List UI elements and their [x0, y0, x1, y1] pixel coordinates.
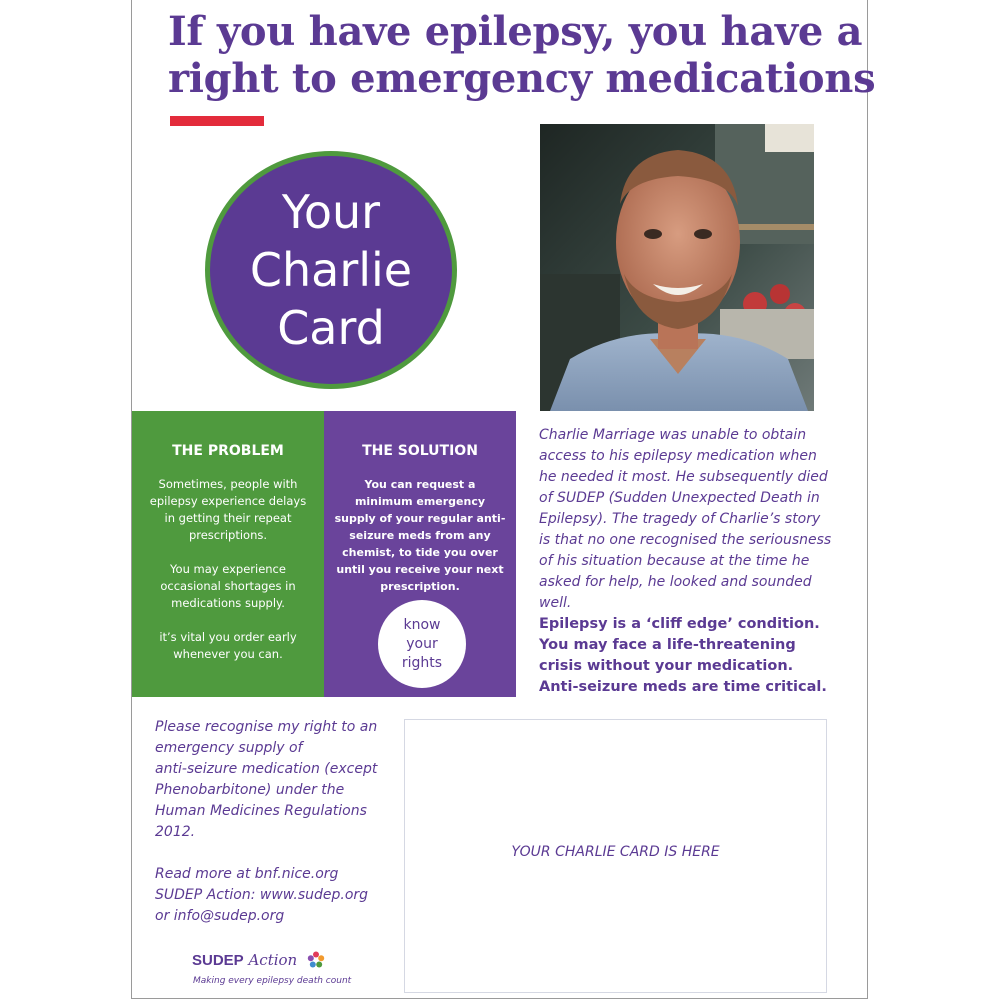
portrait-photo-icon: [540, 124, 814, 411]
problem-title: THE PROBLEM: [172, 443, 284, 459]
cliff-edge-statement: Epilepsy is a ‘cliff edge’ condition. You may face a life-threatening crisis without your medication. Anti-seizure meds are time critical.: [539, 616, 827, 695]
recognise-line-2: emergency supply of: [155, 740, 303, 756]
know-line-3: rights: [401, 654, 443, 671]
headline-line-1: If you have epilepsy, you have a: [168, 8, 863, 55]
circle-line-3: Card: [277, 301, 385, 355]
know-your-rights-badge: [378, 600, 466, 688]
readmore-line-1: Read more at bnf.nice.org: [155, 866, 339, 882]
readmore-line-3: or info@sudep.org: [155, 908, 285, 924]
readmore-line-2: SUDEP Action: www.sudep.org: [155, 887, 369, 903]
recognise-statement: [155, 717, 390, 843]
problem-body: [144, 476, 312, 663]
problem-paragraph-3: it’s vital you order early whenever you can.: [159, 630, 297, 661]
headline-line-2: right to emergency medications: [168, 55, 876, 102]
logo-tagline: Making every epilepsy death count: [193, 976, 352, 986]
problem-paragraph-1: Sometimes, people with epilepsy experience delays in getting their repeat prescriptions.: [149, 477, 307, 542]
know-line-2: your: [406, 635, 438, 652]
recognise-line-1: Please recognise my right to an: [155, 719, 378, 735]
charlie-photo: [540, 124, 814, 411]
recognise-line-3: anti-seizure medication (except: [155, 761, 378, 777]
recognise-line-4: Phenobarbitone) under the: [155, 782, 345, 798]
circle-line-1: Your: [281, 185, 381, 239]
charlie-card-circle: [205, 151, 457, 389]
problem-panel: [132, 411, 324, 697]
logo-action-text: Action: [248, 951, 298, 969]
solution-panel: [324, 411, 516, 697]
charlie-story: Charlie Marriage was unable to obtain access to his epilepsy medication when he needed it most. He subsequently died of SUDEP (Sudden Unexpected Death in Epilepsy). The tragedy of Charlie’s story is that no one recognised the seriousness of his situation because at the time he asked for help, he looked and sounded well.: [539, 427, 832, 611]
problem-paragraph-2: You may experience occasional shortages in medications supply.: [160, 562, 296, 610]
recognise-line-6: 2012.: [155, 824, 196, 840]
logo-sudep-text: SUDEP: [192, 952, 244, 969]
circle-line-2: Charlie: [249, 243, 413, 297]
solution-title: THE SOLUTION: [362, 443, 478, 459]
charlie-card-label: YOUR CHARLIE CARD IS HERE: [511, 844, 720, 860]
read-more-info: [155, 864, 390, 927]
recognise-line-5: Human Medicines Regulations: [155, 803, 367, 819]
know-line-1: know: [403, 616, 441, 633]
flower-icon: [307, 951, 325, 969]
solution-body: You can request a minimum emergency supply of your regular anti-seizure meds from any chemist, to tide you over until you receive your next prescription.: [334, 478, 506, 593]
headline: [168, 8, 876, 102]
sudep-action-logo: [192, 951, 352, 991]
headline-underline: [170, 116, 264, 126]
charlie-card-placeholder: [404, 719, 827, 993]
